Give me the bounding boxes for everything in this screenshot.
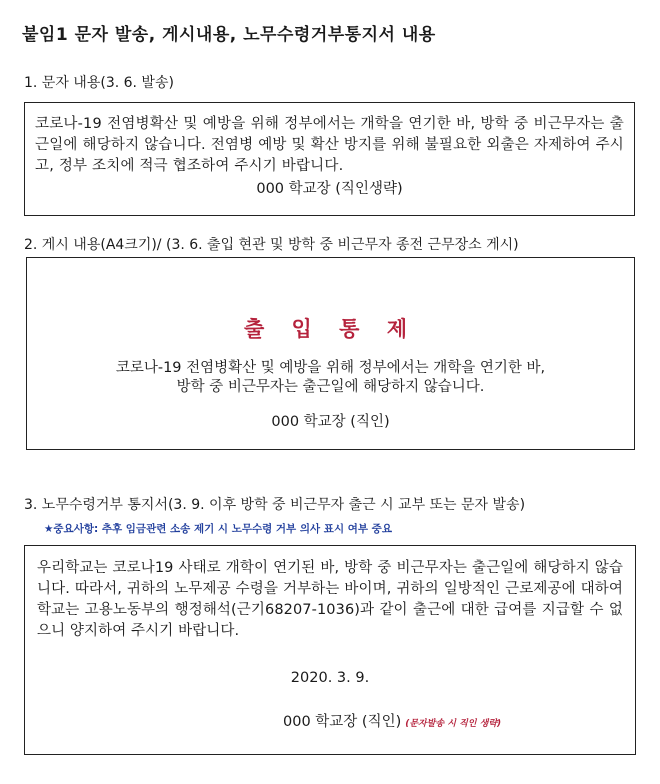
sms-body-text: 코로나-19 전염병확산 및 예방을 위해 정부에서는 개학을 연기한 바, 방학 중 비근무자는 출근일에 해당하지 않습니다. 전염병 예방 및 확산 방지를 위해 불필요한 외출은 자제하여 주시고, 정부 조치에 적극 협조하여 주시기 바랍니다. — [35, 116, 624, 174]
section2-heading: 2. 게시 내용(A4크기)/ (3. 6. 출입 현관 및 방학 중 비근무자 종전 근무장소 게시) — [24, 237, 519, 253]
document-title: 붙임1 문자 발송, 게시내용, 노무수령거부통지서 내용 — [22, 25, 436, 45]
refusal-signature-line — [283, 710, 501, 731]
posting-signature: 000 학교장 (직인) — [271, 414, 390, 430]
refusal-notice-box — [24, 545, 636, 755]
refusal-signature: 000 학교장 (직인) — [283, 714, 402, 730]
sms-content-box — [24, 102, 635, 216]
important-note: ★중요사항: 추후 임금관련 소송 제기 시 노무수령 거부 의사 표시 여부 중요 — [44, 523, 392, 535]
posting-content-box — [26, 257, 635, 450]
posting-body-text — [27, 359, 634, 397]
sms-signature: 000 학교장 (직인생략) — [256, 181, 403, 197]
posting-body-line-1: 코로나-19 전염병확산 및 예방을 위해 정부에서는 개학을 연기한 바, — [115, 360, 546, 376]
access-control-title: 출 입 통 제 — [243, 317, 418, 341]
section3-heading: 3. 노무수령거부 통지서(3. 9. 이후 방학 중 비근무자 출근 시 교부 또는 문자 발송) — [24, 497, 526, 513]
signature-omission-note: (문자발송 시 직인 생략) — [405, 719, 502, 729]
posting-body-line-2: 방학 중 비근무자는 출근일에 해당하지 않습니다. — [176, 379, 485, 395]
refusal-body-text: 우리학교는 코로나19 사태로 개학이 연기된 바, 방학 중 비근무자는 출근일에 해당하지 않습니다. 따라서, 귀하의 노무제공 수령을 거부하는 바이며, 귀하의 일방적인 근로제공에 대하여 학교는 고용노동부의 행정해석(근기68207-1036)과 같이 출근에 대한 급여를 지급할 수 없으니 양지하여 주시기 바랍니다. — [37, 560, 623, 639]
section1-heading: 1. 문자 내용(3. 6. 발송) — [24, 75, 174, 91]
notice-date: 2020. 3. 9. — [290, 670, 370, 686]
